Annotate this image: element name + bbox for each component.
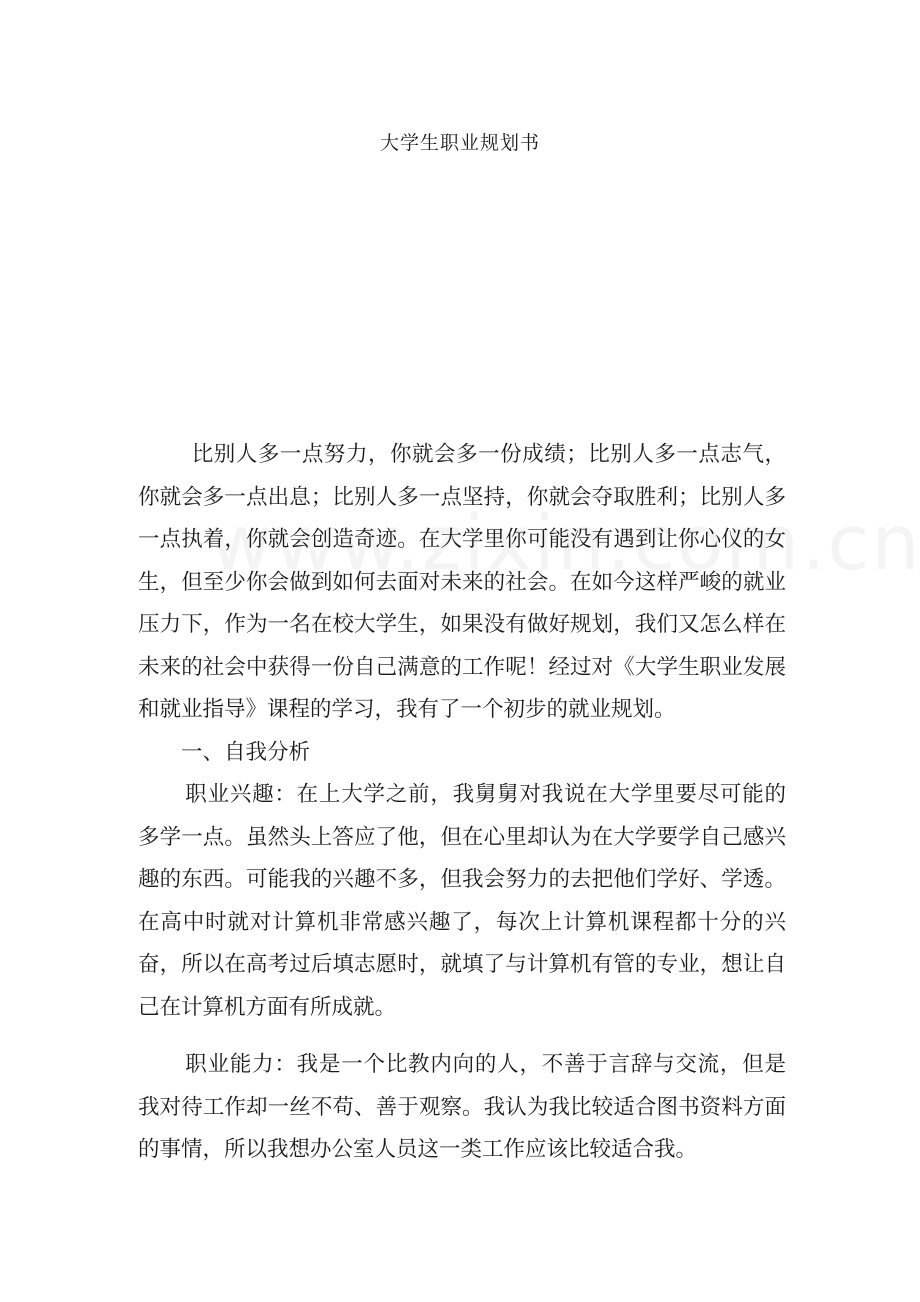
intro-paragraph: 比别人多一点努力，你就会多一份成绩；比别人多一点志气，你就会多一点出息；比别人多一点坚持，你就会夺取胜利；比别人多一点执着，你就会创造奇迹。在大学里你可能没有遇到让你心仪的女生，但至少你会做到如何去面对未来的社会。在如今这样严峻的就业压力下，作为一名在校大学生，如果没有做好规划，我们又怎么样在未来的社会中获得一份自己满意的工作呢！经过对《大学生职业发展和就业指导》课程的学习，我有了一个初步的就业规划。 xyxy=(138,442,786,722)
section-heading-self-analysis: 一、自我分析 xyxy=(181,739,311,765)
document-title: 大学生职业规划书 xyxy=(379,132,540,154)
career-interest-paragraph: 职业兴趣：在上大学之前，我舅舅对我说在大学里要尽可能的多学一点。虽然头上答应了他，但在心里却认为在大学要学自己感兴趣的东西。可能我的兴趣不多，但我会努力的去把他们学好、学透。在高中时就对计算机非常感兴趣了，每次上计算机课程都十分的兴奋，所以在高考过后填志愿时，就填了与计算机有管的专业，想让自己在计算机方面有所成就。 xyxy=(138,782,786,1020)
document-body xyxy=(138,434,786,1172)
career-ability-paragraph: 职业能力：我是一个比教内向的人，不善于言辞与交流，但是我对待工作却一丝不苟、善于观察。我认为我比较适合图书资料方面的事情，所以我想办公室人员这一类工作应该比较适合我。 xyxy=(138,1052,786,1162)
